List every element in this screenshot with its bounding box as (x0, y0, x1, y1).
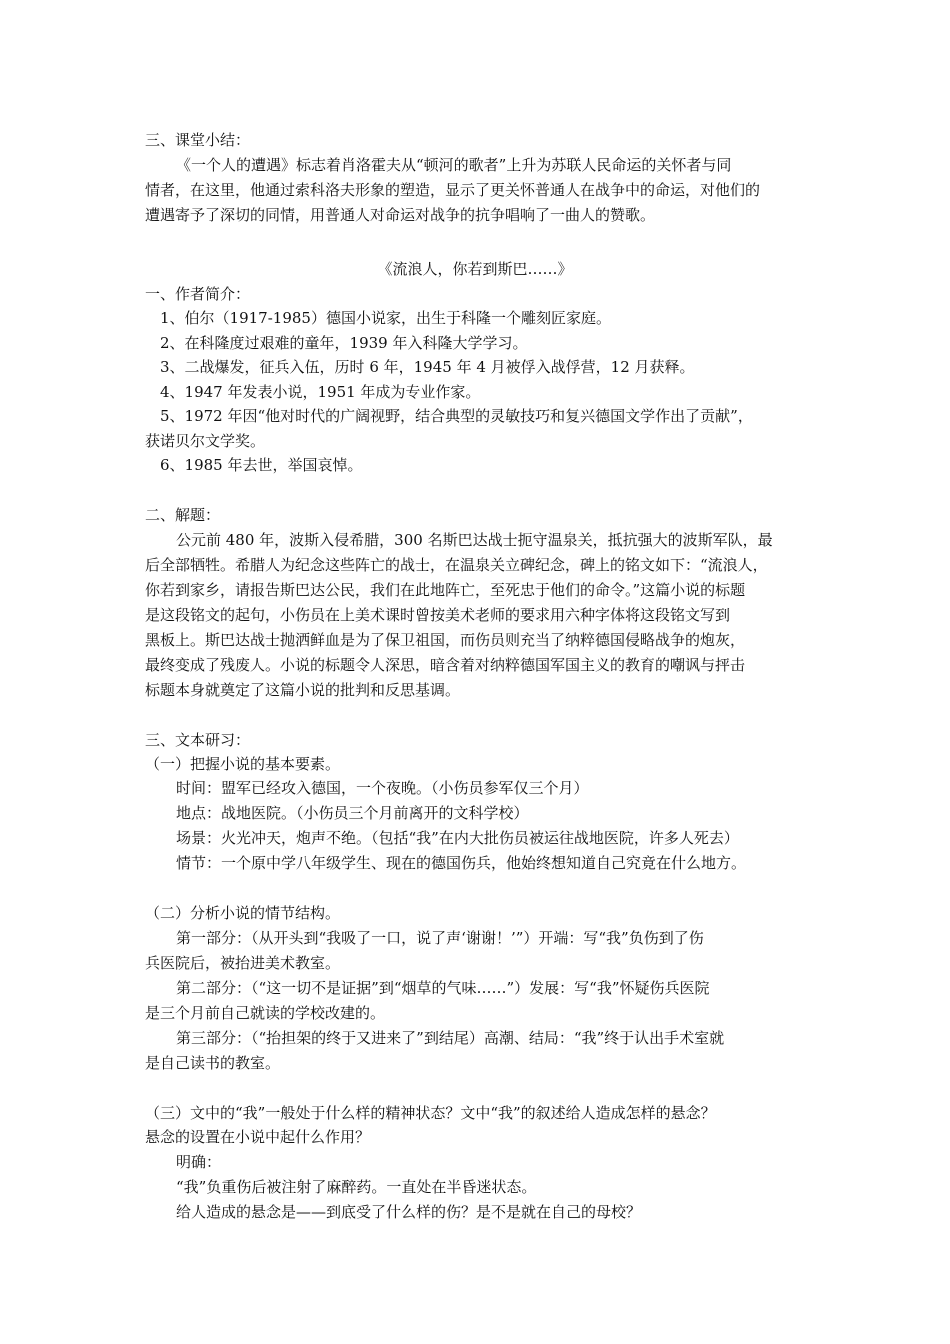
explain-line: 你若到家乡，请报告斯巴达公民，我们在此地阵亡，至死忠于他们的命令。”这篇小说的标题 (145, 581, 746, 599)
part2-line: 是自己读书的教室。 (145, 1054, 281, 1072)
part3-line: “我”负重伤后被注射了麻醉药。一直处在半昏迷状态。 (176, 1178, 537, 1196)
summary-line: 遭遇寄予了深切的同情，用普通人对命运对战争的抗争唱响了一曲人的赞歌。 (145, 206, 656, 224)
explain-line: 最终变成了残废人。小说的标题令人深思，暗含着对纳粹德国军国主义的教育的嘲讽与抨击 (145, 656, 746, 674)
part1-line: 场景：火光冲天，炮声不绝。（包括“我”在内大批伤员被运往战地医院，许多人死去） (176, 829, 739, 847)
author-item: 5、1972 年因“他对时代的广阔视野，结合典型的灵敏技巧和复兴德国文学作出了贡献”， (160, 407, 753, 425)
article-title: 《流浪人，你若到斯巴……》 (377, 260, 573, 278)
part3-question: （三）文中的“我”一般处于什么样的精神状态？文中“我”的叙述给人造成怎样的悬念？ (145, 1104, 716, 1122)
summary-line: 情者，在这里，他通过索科洛夫形象的塑造，显示了更关怀普通人在战争中的命运，对他们的 (145, 181, 761, 199)
explain-line: 标题本身就奠定了这篇小说的批判和反思基调。 (145, 681, 461, 699)
part1-line: 时间：盟军已经攻入德国，一个夜晚。（小伤员参军仅三个月） (176, 779, 589, 797)
part2-line: 兵医院后，被抬进美术教室。 (145, 954, 341, 972)
part1-heading: （一）把握小说的基本要素。 (145, 755, 341, 773)
explain-line: 是这段铭文的起句，小伤员在上美术课时曾按美术老师的要求用六种字体将这段铭文写到 (145, 606, 731, 624)
part2-line: 第三部分：（“抬担架的终于又进来了”到结尾）高潮、结局：“我”终于认出手术室就 (176, 1029, 725, 1047)
part2-heading: （二）分析小说的情节结构。 (145, 904, 341, 922)
summary-heading: 三、课堂小结： (145, 131, 251, 149)
part1-line: 情节：一个原中学八年级学生、现在的德国伤兵，他始终想知道自己究竟在什么地方。 (176, 854, 747, 872)
part2-line: 第二部分：（“这一切不是证据”到“烟草的气味……”）发展：写“我”怀疑伤兵医院 (176, 979, 710, 997)
part1-line: 地点：战地医院。（小伤员三个月前离开的文科学校） (176, 804, 529, 822)
explain-line: 公元前 480 年，波斯入侵希腊，300 名斯巴达战士扼守温泉关，抵抗强大的波斯军队，最 (176, 531, 773, 549)
part3-line: 给人造成的悬念是——到底受了什么样的伤？是不是就在自己的母校？ (176, 1203, 642, 1221)
study-heading: 三、文本研习： (145, 731, 251, 749)
author-item-cont: 获诺贝尔文学奖。 (145, 432, 266, 450)
part3-line: 明确： (176, 1153, 222, 1171)
author-item: 4、1947 年发表小说，1951 年成为专业作家。 (160, 383, 481, 401)
explain-line: 后全部牺牲。希腊人为纪念这些阵亡的战士，在温泉关立碑纪念，碑上的铭文如下：“流浪人， (145, 556, 768, 574)
summary-line: 《一个人的遭遇》标志着肖洛霍夫从“顿河的歌者”上升为苏联人民命运的关怀者与同 (176, 156, 732, 174)
part2-line: 第一部分：（从开头到“我吸了一口，说了声‘谢谢！’”）开端：写“我”负伤到了伤 (176, 929, 704, 947)
author-item: 6、1985 年去世，举国哀悼。 (160, 456, 363, 474)
explain-heading: 二、解题： (145, 506, 221, 524)
part2-line: 是三个月前自己就读的学校改建的。 (145, 1004, 386, 1022)
author-item: 3、二战爆发，征兵入伍，历时 6 年，1945 年 4 月被俘入战俘营，12 月获释。 (160, 358, 695, 376)
explain-line: 黑板上。斯巴达战士抛洒鲜血是为了保卫祖国，而伤员则充当了纳粹德国侵略战争的炮灰， (145, 631, 746, 649)
author-item: 2、在科隆度过艰难的童年，1939 年入科隆大学学习。 (160, 334, 528, 352)
part3-question: 悬念的设置在小说中起什么作用？ (145, 1128, 371, 1146)
author-item: 1、伯尔（1917-1985）德国小说家，出生于科隆一个雕刻匠家庭。 (160, 309, 611, 327)
author-heading: 一、作者简介： (145, 285, 251, 303)
